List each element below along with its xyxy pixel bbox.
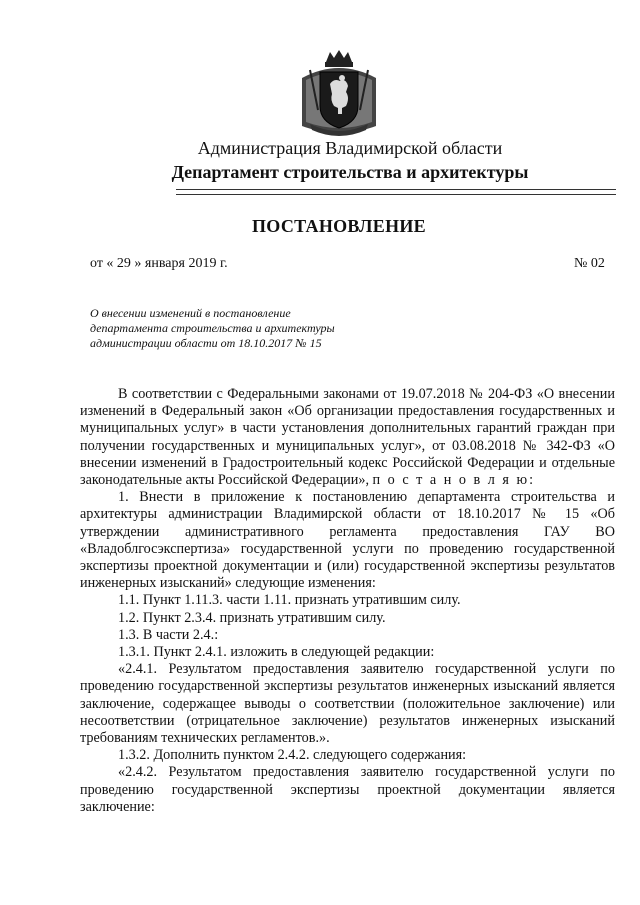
quote-2-4-2: «2.4.2. Результатом предоставления заявителю государственной услуги по проведению государственной экспертизы проектной документации является заключение: bbox=[80, 764, 615, 815]
document-body bbox=[80, 386, 615, 816]
subject-line: администрации области от 18.10.2017 № 15 bbox=[90, 336, 322, 350]
preamble-text: В соответствии с Федеральными законами от 19.07.2018 № 204-ФЗ «О внесении изменений в Федеральный закон «Об организации предоставления государственных и муниципальных услуг» в части установления дополнительных гарантий граждан при получении государственных и муниципальных услуг», от 03.08.2018 № 342-ФЗ «О внесении изменений в Градостроительный кодекс Российской Федерации и отдельные законодательные акты Российской Федерации», bbox=[80, 386, 615, 489]
coat-of-arms-icon bbox=[296, 48, 382, 136]
subject-line: департамента строительства и архитектуры bbox=[90, 321, 335, 335]
header-divider-bottom bbox=[176, 194, 616, 195]
clause-1-2: 1.2. Пункт 2.3.4. признать утратившим силу. bbox=[118, 609, 386, 626]
organization-name: Администрация Владимирской области bbox=[197, 138, 503, 158]
department-name: Департамент строительства и архитектуры bbox=[171, 162, 529, 182]
header-divider-top bbox=[176, 189, 616, 190]
document-date: от « 29 » января 2019 г. bbox=[90, 256, 228, 271]
clause-1: 1. Внести в приложение к постановлению департамента строительства и архитектуры администрации Владимирской области от 18.10.2017 № 15 «Об утверждении административного регламента предоставления ГАУ ВО «Владоблгосэкспертиза» государственной услуги по проведению государственной экспертизы проектной документации и (или) государственной экспертизы результатов инженерных изысканий» следующие изменения: bbox=[80, 489, 615, 592]
preamble-paragraph bbox=[80, 386, 615, 489]
decree-phrase: п о с т а н о в л я ю: bbox=[372, 472, 536, 489]
document-number: № 02 bbox=[574, 256, 605, 271]
document-subject bbox=[90, 306, 390, 351]
clause-1-3-2: 1.3.2. Дополнить пунктом 2.4.2. следующего содержания: bbox=[118, 747, 467, 764]
document-title: ПОСТАНОВЛЕНИЕ bbox=[252, 216, 426, 236]
clause-1-3-1: 1.3.1. Пункт 2.4.1. изложить в следующей редакции: bbox=[118, 644, 435, 661]
quote-2-4-1: «2.4.1. Результатом предоставления заявителю государственной услуги по проведению государственной экспертизы результатов инженерных изысканий является заключение, содержащее выводы о соответствии (положительное заключение) или несоответствии (отрицательное заключение) результатов инженерных изысканий требованиям технических регламентов.». bbox=[80, 661, 615, 747]
clause-1-1: 1.1. Пункт 1.11.3. части 1.11. признать утратившим силу. bbox=[118, 592, 461, 609]
subject-line: О внесении изменений в постановление bbox=[90, 306, 291, 320]
clause-1-3: 1.3. В части 2.4.: bbox=[118, 626, 219, 643]
